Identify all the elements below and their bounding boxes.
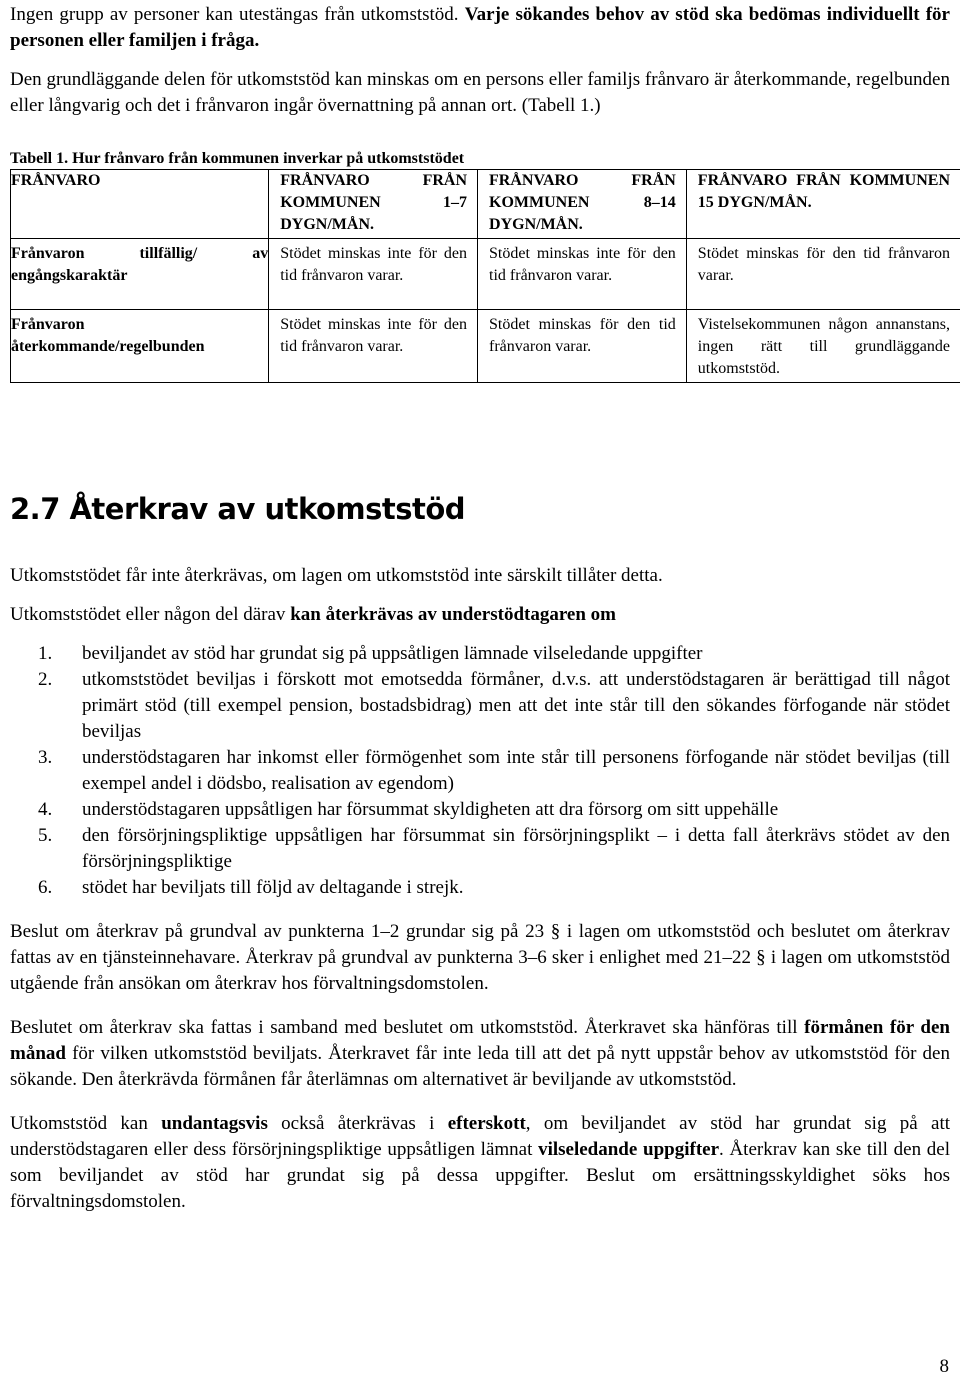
page-number: 8 [939,1356,949,1377]
section-paragraph-2: Utkomststödet eller någon del därav kan återkrävas av understödtagaren om [10,604,617,625]
table-cell: Frånvaron återkommande/regelbunden [11,310,269,383]
table-cell: Stödet minskas inte för den tid frånvaron varar. [269,310,478,383]
list-item: 1. beviljandet av stöd har grundat sig på uppsåtligen lämnade vilseledande uppgifter [38,643,703,664]
section-paragraph-5: Utkomststöd kan undantagsvis också återkrävas i efterskott, om beviljandet av stöd har grundat sig på att understödstagaren eller dess försörjningspliktige uppsåtligen lämnat vilseledande uppgifter. Återkrav kan ske till den del som beviljandet av stöd har grundat sig på dessa uppgifter. Beslut om ersättningsskyldighet söks hos förvaltningsdomstolen. [10,1113,951,1212]
list-item: 5. den försörjningspliktige uppsåtligen har försummat sin försörjningsplikt – i detta fall återkrävs stödet av den försörjningspliktige [38,825,950,872]
section-paragraph-3: Beslut om återkrav på grundval av punkterna 1–2 grundar sig på 23 § i lagen om utkomststöd och beslutet om återkrav fattas av en tjänsteinnehavare. Återkrav på grundval av punkterna 3–6 sker i enlighet med 21–22 § i lagen om utkomststöd utgående från ansökan om återkrav hos förvaltningsdomstolen. [10,921,950,994]
document-page [10,0,950,1215]
header-cell: FRÅNVARO FRÅN KOMMUNEN 1–7 DYGN/MÅN. [269,170,478,239]
intro-paragraph-1 [10,2,950,54]
intro-sentence-1: Ingen grupp av personer kan utestängas från utkomststöd. [10,4,459,25]
table-cell: Stödet minskas inte för den tid frånvaron varar. [478,239,687,310]
table-row [11,239,960,310]
table-cell: Stödet minskas inte för den tid frånvaron varar. [269,239,478,310]
absence-table [10,169,960,383]
table-cell: Stödet minskas för den tid frånvaron varar. [686,239,960,310]
table-row [11,310,960,383]
table-cell: Frånvaron tillfällig/ av engångskaraktär [11,239,269,310]
table-caption: Tabell 1. Hur frånvaro från kommunen inverkar på utkomststödet [10,150,465,167]
list-item: 3. understödstagaren har inkomst eller förmögenhet som inte står till personens förfogande när stödet beviljas (till exempel andel i dödsbo, realisation av egendom) [38,747,950,794]
intro-paragraph-2: Den grundläggande delen för utkomststöd kan minskas om en persons eller familjs frånvaro är återkommande, regelbunden eller långvarig och det i frånvaron ingår övernattning på annan ort. (Tabell 1.) [10,69,950,116]
table-cell: Stödet minskas för den tid frånvaron varar. [478,310,687,383]
table-cell: Vistelsekommunen någon annanstans, ingen rätt till grundläggande utkomststöd. [686,310,960,383]
list-item: 6. stödet har beviljats till följd av deltagande i strejk. [38,877,464,898]
reclaim-conditions-list [10,641,950,901]
section-heading: 2.7 Återkrav av utkomststöd [10,492,466,526]
header-cell: FRÅNVARO FRÅN KOMMUNEN 8–14 DYGN/MÅN. [478,170,687,239]
section-paragraph-1: Utkomststödet får inte återkrävas, om lagen om utkomststöd inte särskilt tillåter detta. [10,565,663,586]
table-header-row [11,170,960,239]
list-item: 4. understödstagaren uppsåtligen har försummat skyldigheten att dra försorg om sitt uppehälle [38,799,779,820]
list-item: 2. utkomststödet beviljas i förskott mot emotsedda förmåner, d.v.s. att understödstagaren är berättigad till något primärt stöd (till exempel pension, bostadsbidrag) men att det inte står till den sökandes förfogande när stödet beviljas [38,669,950,742]
header-cell: FRÅNVARO [11,170,269,239]
header-cell: FRÅNVARO FRÅN KOMMUNEN 15 DYGN/MÅN. [686,170,960,239]
intro-sentence-2: Varje sökandes behov av stöd ska bedömas individuellt för personen eller familjen i fråga. [10,4,950,51]
section-paragraph-4: Beslutet om återkrav ska fattas i samband med beslutet om utkomststöd. Återkravet ska hänföras till förmånen för den månad för vilken utkomststöd beviljats. Återkravet får inte leda till att det på nytt uppstår behov av utkomststöd för den sökande. Den återkrävda förmånen får återlämnas om alternativet är beviljande av utkomststöd. [10,1017,950,1090]
